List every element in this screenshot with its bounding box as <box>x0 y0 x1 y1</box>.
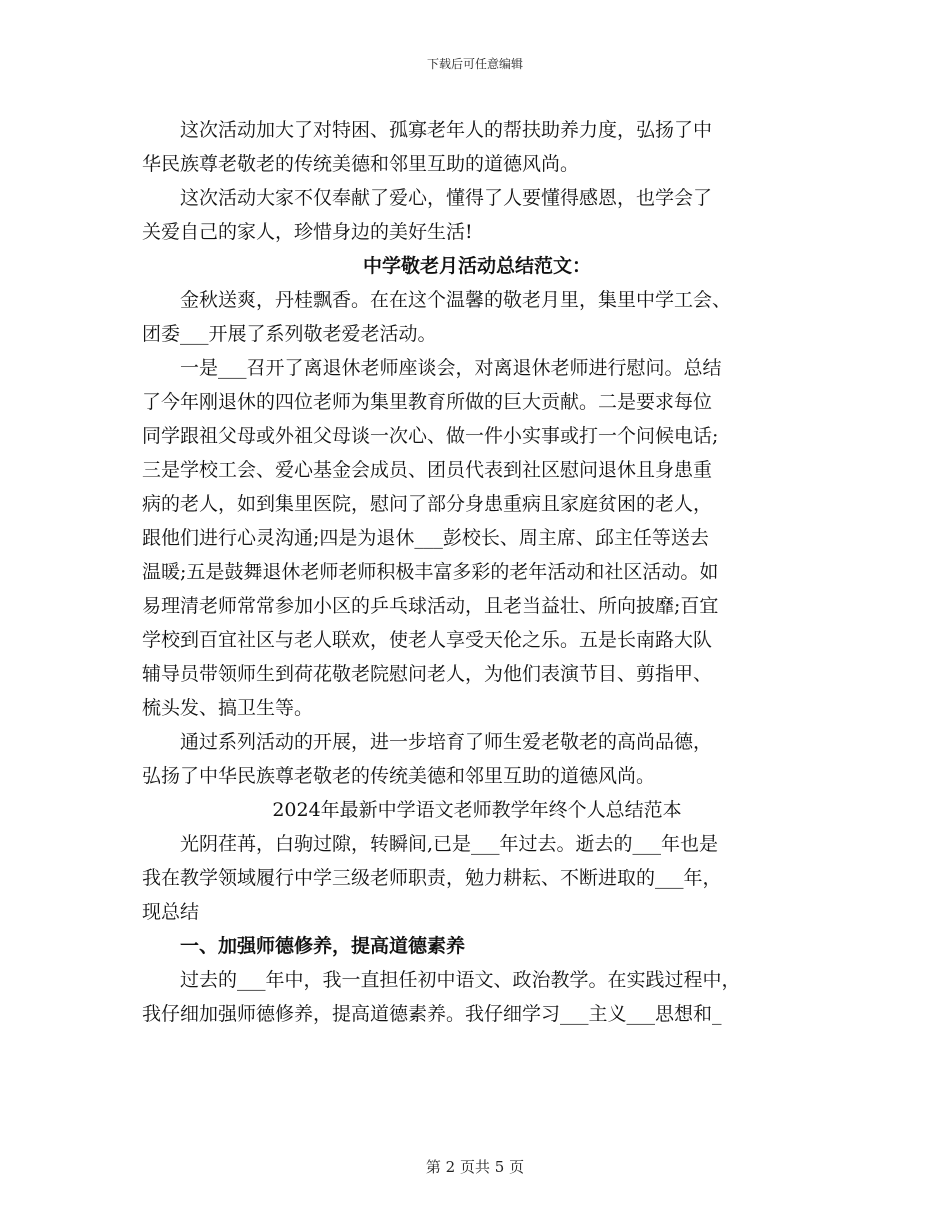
text-line: 我仔细加强师德修养，提高道德素养。我仔细学习___主义___思想和_ <box>142 1003 722 1025</box>
paragraph <box>142 181 812 249</box>
text-line: 我在教学领域履行中学三级老师职责，勉力耕耘、不断进取的___年， <box>142 867 722 889</box>
text-line: 一是___召开了离退休老师座谈会，对离退休老师进行慰问。总结 <box>180 357 722 379</box>
text-line: 了今年刚退休的四位老师为集里教育所做的巨大贡献。二是要求每位 <box>142 391 713 413</box>
subheading: 一、加强师德修养，提高道德素养 <box>180 935 466 957</box>
paragraph <box>142 827 812 929</box>
text-line: 团委___开展了系列敬老爱老活动。 <box>142 323 437 345</box>
page-footer: 第 2 页共 5 页 <box>425 1158 525 1176</box>
text-line: 关爱自己的家人，珍惜身边的美好生活! <box>142 221 473 243</box>
text-line: 这次活动加大了对特困、孤寡老年人的帮扶助养力度，弘扬了中 <box>180 119 713 141</box>
paragraph <box>142 963 812 1031</box>
text-line: 现总结 <box>142 901 200 923</box>
paragraph <box>142 113 812 181</box>
text-line: 跟他们进行心灵沟通;四是为退休___彭校长、周主席、邱主任等送去 <box>142 527 709 549</box>
page-header: 下载后可任意编辑 <box>426 57 523 71</box>
text-line: 温暖;五是鼓舞退休老师老师积极丰富多彩的老年活动和社区活动。如 <box>142 561 719 583</box>
text-line: 同学跟祖父母或外祖父母谈一次心、做一件小实事或打一个问候电话; <box>142 425 719 447</box>
text-line: 辅导员带领师生到荷花敬老院慰问老人，为他们表演节目、剪指甲、 <box>142 663 713 685</box>
text-line: 金秋送爽，丹桂飘香。在在这个温馨的敬老月里，集里中学工会、 <box>180 289 732 311</box>
text-line: 光阴荏苒，白驹过隙，转瞬间,已是___年过去。逝去的___年也是 <box>180 833 719 855</box>
text-line: 华民族尊老敬老的传统美德和邻里互助的道德风尚。 <box>142 153 580 175</box>
text-line: 过去的___年中，我一直担任初中语文、政治教学。在实践过程中， <box>180 969 741 991</box>
text-line: 学校到百宜社区与老人联欢，使老人享受天伦之乐。五是长南路大队 <box>142 629 713 651</box>
text-line: 病的老人，如到集里医院，慰问了部分身患重病且家庭贫困的老人， <box>142 493 713 515</box>
text-line: 易理清老师常常参加小区的乒乓球活动，且老当益壮、所向披靡;百宜 <box>142 595 719 617</box>
text-line: 梳头发、搞卫生等。 <box>142 697 314 719</box>
text-line: 三是学校工会、爱心基金会成员、团员代表到社区慰问退休且身患重 <box>142 459 713 481</box>
paragraph <box>142 351 812 725</box>
paragraph <box>142 283 812 351</box>
text-line: 通过系列活动的开展，进一步培育了师生爱老敬老的高尚品德， <box>180 731 713 753</box>
text-line: 这次活动大家不仅奉献了爱心，懂得了人要懂得感恩，也学会了 <box>180 187 713 209</box>
paragraph <box>142 725 812 793</box>
section-title: 中学敬老月活动总结范文： <box>362 255 591 277</box>
document-body <box>142 113 812 1031</box>
document-title: 2024年最新中学语文老师教学年终个人总结范本 <box>272 799 682 821</box>
text-line: 弘扬了中华民族尊老敬老的传统美德和邻里互助的道德风尚。 <box>142 765 656 787</box>
